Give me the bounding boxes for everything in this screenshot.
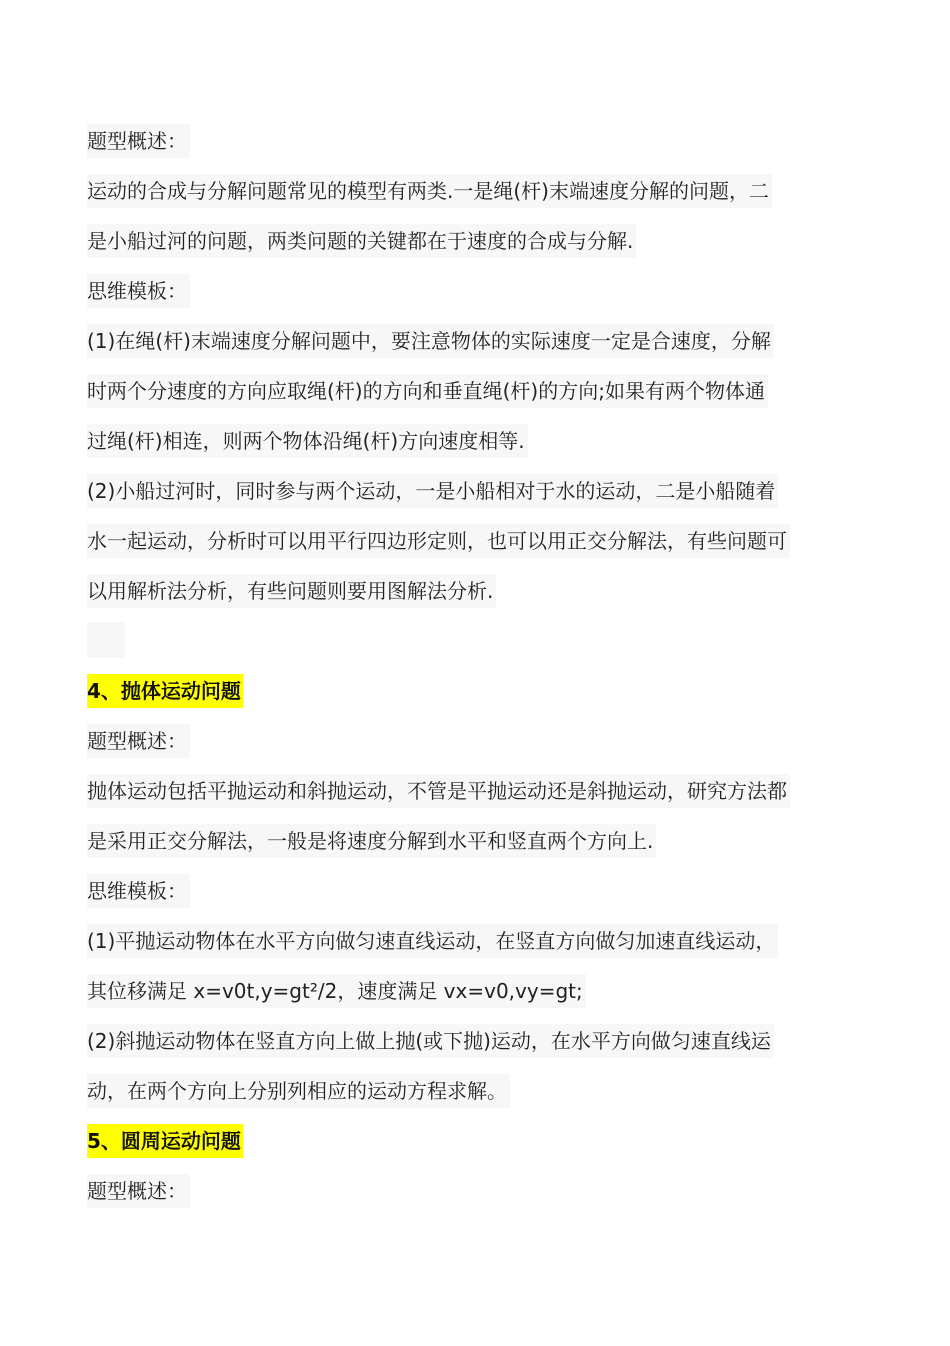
- paragraph-line: 动，在两个方向上分别列相应的运动方程求解。: [87, 1074, 510, 1108]
- paragraph-line: 时两个分速度的方向应取绳(杆)的方向和垂直绳(杆)的方向;如果有两个物体通: [87, 374, 768, 408]
- template-label: 思维模板：: [87, 274, 190, 308]
- overview-label: 题型概述：: [87, 724, 190, 758]
- template-label: 思维模板：: [87, 874, 190, 908]
- paragraph-line: (1)在绳(杆)末端速度分解问题中，要注意物体的实际速度一定是合速度，分解: [87, 324, 774, 358]
- paragraph-line: 水一起运动，分析时可以用平行四边形定则，也可以用正交分解法，有些问题可: [87, 524, 790, 558]
- overview-label: 题型概述：: [87, 124, 190, 158]
- paragraph-line: 抛体运动包括平抛运动和斜抛运动，不管是平抛运动还是斜抛运动，研究方法都: [87, 774, 790, 808]
- section-heading: 5、圆周运动问题: [87, 1124, 243, 1158]
- paragraph-line: (2)小船过河时，同时参与两个运动，一是小船相对于水的运动，二是小船随着: [87, 474, 778, 508]
- section-heading: 4、抛体运动问题: [87, 674, 243, 708]
- paragraph-line: (2)斜抛运动物体在竖直方向上做上抛(或下抛)运动，在水平方向做匀速直线运: [87, 1024, 774, 1058]
- paragraph-line: 过绳(杆)相连，则两个物体沿绳(杆)方向速度相等.: [87, 424, 528, 458]
- paragraph-line: 是小船过河的问题，两类问题的关键都在于速度的合成与分解.: [87, 224, 636, 258]
- empty-paragraph: [87, 622, 125, 658]
- paragraph-line: 以用解析法分析，有些问题则要用图解法分析.: [87, 574, 496, 608]
- paragraph-line: (1)平抛运动物体在水平方向做匀速直线运动，在竖直方向做匀加速直线运动，: [87, 924, 778, 958]
- overview-label: 题型概述：: [87, 1174, 190, 1208]
- paragraph-line: 其位移满足 x=v0t,y=gt²/2，速度满足 vx=v0,vy=gt;: [87, 974, 586, 1008]
- paragraph-line: 是采用正交分解法，一般是将速度分解到水平和竖直两个方向上.: [87, 824, 656, 858]
- paragraph-line: 运动的合成与分解问题常见的模型有两类.一是绳(杆)末端速度分解的问题，二: [87, 174, 772, 208]
